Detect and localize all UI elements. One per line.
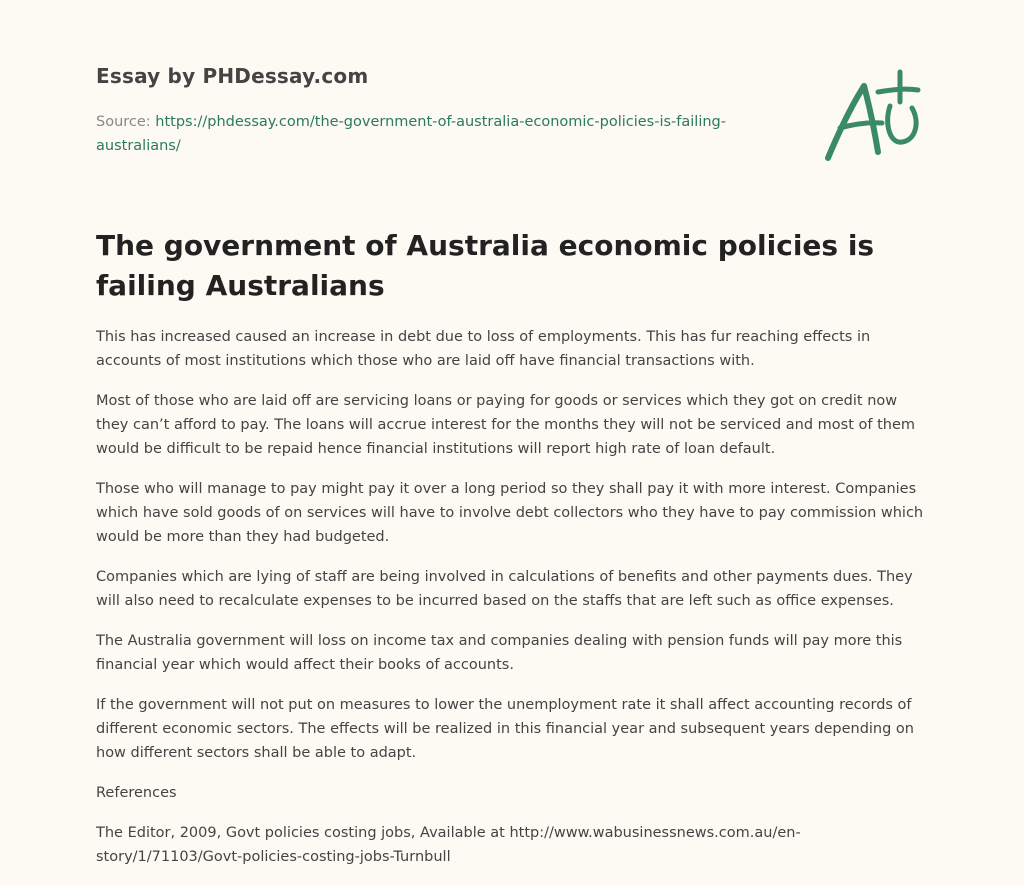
site-brand: Essay by PHDessay.com bbox=[96, 64, 369, 88]
a-plus-grade-icon bbox=[820, 68, 930, 168]
reference-item: The Editor, 2009, Govt policies costing jobs, Available at http://www.wabusinessnews.com.au/en-story/1/71103/Govt-policies-costing-jobs-Turnbull bbox=[96, 825, 801, 865]
paragraph: If the government will not put on measures to lower the unemployment rate it shall affect accounting records of different economic sectors. The effects will be realized in this financial year and subsequent years depending on how different sectors shall be able to adapt. bbox=[96, 697, 914, 761]
paragraph: Most of those who are laid off are servicing loans or paying for goods or services which they got on credit now they can’t afford to pay. The loans will accrue interest for the months they will not be serviced and most of them would be difficult to be repaid hence financial institutions will report high rate of loan default. bbox=[96, 393, 916, 457]
page-title: The government of Australia economic policies is failing Australians bbox=[96, 229, 875, 302]
paragraph: Companies which are lying of staff are being involved in calculations of benefits and other payments dues. They will also need to recalculate expenses to be incurred based on the staffs that are left such as office expenses. bbox=[96, 569, 913, 609]
paragraph: The Australia government will loss on income tax and companies dealing with pension funds will pay more this financial year which would affect their books of accounts. bbox=[96, 633, 903, 673]
article-body bbox=[96, 325, 928, 885]
paragraph: This has increased caused an increase in debt due to loss of employments. This has fur reaching effects in accounts of most institutions which those who are laid off have financial transactions with. bbox=[96, 329, 871, 369]
source-link[interactable]: https://phdessay.com/the-government-of-australia-economic-policies-is-failing-australians/ bbox=[96, 114, 726, 154]
paragraph: Those who will manage to pay might pay it over a long period so they shall pay it with more interest. Companies which have sold goods of on services will have to involve debt collectors who they have to pay commission which would be more than they had budgeted. bbox=[96, 481, 924, 545]
source-label: Source: bbox=[96, 114, 151, 130]
source-line bbox=[96, 110, 756, 158]
references-heading: References bbox=[96, 785, 177, 801]
